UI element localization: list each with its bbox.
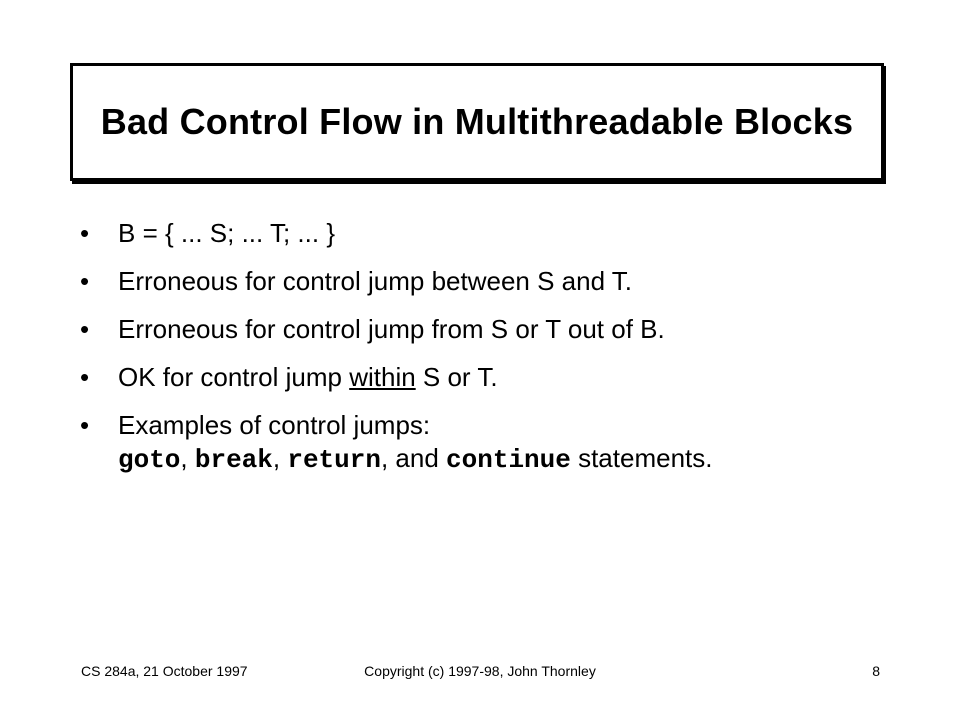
bullet-item bbox=[80, 217, 880, 250]
bullet-item bbox=[80, 265, 880, 298]
bullet-icon: • bbox=[80, 410, 90, 440]
slide-title: Bad Control Flow in Multithreadable Blocks bbox=[100, 101, 854, 142]
bullet-icon: • bbox=[80, 266, 90, 296]
bullet-item bbox=[80, 361, 880, 394]
bullet-text: B = { ... S; ... T; ... } bbox=[118, 218, 336, 248]
separator: , bbox=[180, 443, 195, 473]
bullet-text-before: OK for control jump bbox=[118, 362, 350, 392]
keyword-break: break bbox=[194, 445, 273, 475]
bullet-text-tail: statements. bbox=[570, 443, 713, 473]
bullet-text: Erroneous for control jump between S and T. bbox=[118, 266, 633, 296]
keyword-continue: continue bbox=[446, 445, 571, 475]
bullet-text-after: S or T. bbox=[415, 362, 498, 392]
separator: , bbox=[272, 443, 288, 473]
bullet-item bbox=[80, 313, 880, 346]
bullet-icon: • bbox=[80, 362, 90, 392]
underlined-word: within bbox=[349, 362, 416, 392]
title-box bbox=[70, 63, 884, 181]
footer-copyright: Copyright (c) 1997-98, John Thornley bbox=[364, 663, 596, 679]
bullet-text: Erroneous for control jump from S or T out of B. bbox=[118, 314, 665, 344]
bullet-item bbox=[80, 409, 880, 477]
bullet-list bbox=[80, 217, 880, 492]
separator: , and bbox=[380, 443, 447, 473]
bullet-text: Examples of control jumps: bbox=[118, 410, 431, 440]
bullet-icon: • bbox=[80, 314, 90, 344]
keyword-return: return bbox=[287, 445, 381, 475]
footer-page-number: 8 bbox=[872, 663, 880, 679]
keyword-goto: goto bbox=[118, 445, 181, 475]
footer-course-date: CS 284a, 21 October 1997 bbox=[81, 663, 248, 679]
bullet-icon: • bbox=[80, 218, 90, 248]
